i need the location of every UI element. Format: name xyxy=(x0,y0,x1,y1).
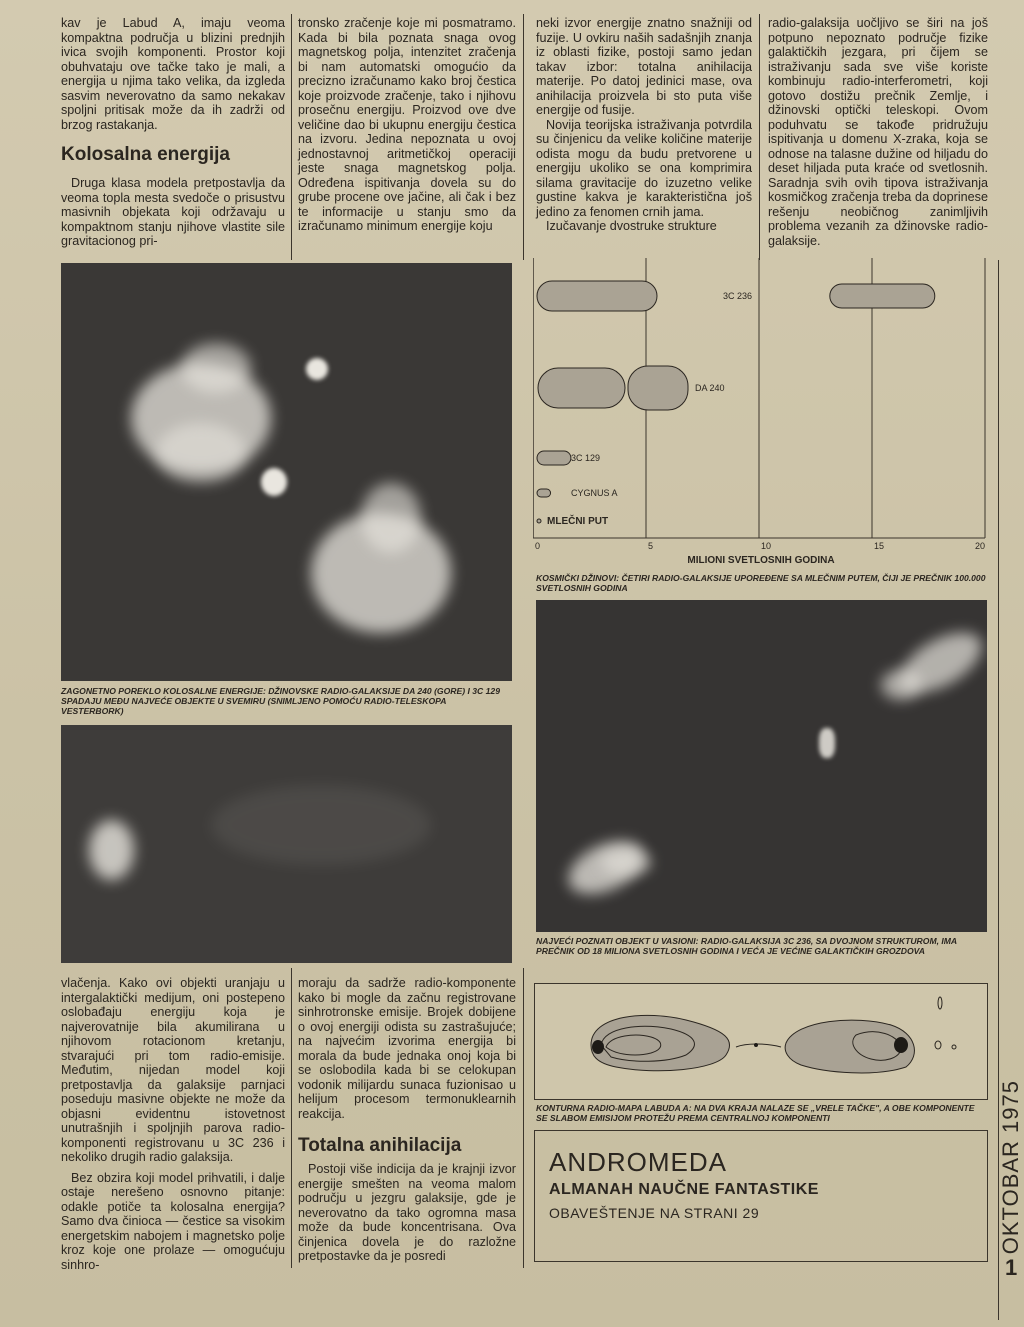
chart-object-label: CYGNUS A xyxy=(571,488,618,498)
column-rule xyxy=(523,14,524,260)
photo-right-caption: NAJVEĆI POZNATI OBJEKT U VASIONI: RADIO-GALAKSIJA 3C 236, SA DVOJNOM STRUKTUROM, IMA PREČNIK OD 18 MILIONA SVETLOSNIH GODINA I VEĆA JE VEĆINE GALAKTIČKIH GROZDOVA xyxy=(536,936,957,956)
text-column-2-bottom xyxy=(298,976,516,1121)
chart-object-shape xyxy=(628,366,688,410)
chart-object-label: DA 240 xyxy=(695,383,725,393)
ad-subtitle: ALMANAH NAUČNE FANTASTIKE xyxy=(549,1181,819,1198)
chart-object-shape xyxy=(830,284,935,308)
text-column-1-bottom xyxy=(61,976,285,1272)
chart-tick-label: 10 xyxy=(761,541,772,551)
paragraph: radio-galaksija uočljivo se širi na još potpuno nepoznato područje fizike galaktičkih jezgara, pri čijem se istraživanju sada sve više koriste kombinuju radio-interferometri, koji gotovo dostižu prečnik Zemlje, i džinovski optički teleskopi. Ovom poduhvatu se takođe pridružuju ispitivanja u domenu X-zraka, koja se odnose na talasne dužine od hiljadu do deset hiljada puta kraće od svetlosnih. Saradnja svih ovih tipova istraživanja kosmičkog zračenja treba da doprinese rešenju neobičnog zanimljivih problema vezanih za džinovske radio-galaksije. xyxy=(768,16,988,248)
chart-object-label: 3C 129 xyxy=(571,453,601,463)
text-column-3 xyxy=(536,16,752,234)
paragraph: kav je Labud A, imaju veoma kompaktna područja u blizini prednjih ivica svojih komponenti. Prostor koji obuhvataju ove tačke tako je mali, a energija u njima tako velika, da izgleda sasvim neverovatno da samo nekakav spoljni pritisak može da ih zadrži od brzog rastakanja. xyxy=(61,16,285,132)
andromeda-ad-box xyxy=(534,1130,988,1262)
column-rule xyxy=(291,968,292,1268)
column-rule xyxy=(291,14,292,260)
paragraph: Druga klasa modela pretpostavlja da veoma topla mesta svedoče o prisustvu masivnih objekata koji održavaju u kompaktnom stanju njihove vlastite sile gravitacionog pri- xyxy=(61,176,285,248)
radio-galaxy-photo-3c129 xyxy=(61,725,512,963)
chart-tick-label: 20 xyxy=(975,541,986,551)
chart-x-label: MILIONI SVETLOSNIH GODINA xyxy=(687,555,835,566)
page-number: 1 xyxy=(1005,1255,1018,1280)
paragraph: Postoji više indicija da je krajnji izvor energije smešten na veoma malom području u jezgru galaksije, gde je neverovatno da tako ogromna masa može da bude koncentrisana. Ova činjenica dovela je do razložne pretpostavke da je posredi xyxy=(298,1162,516,1263)
paragraph: Bez obzira koji model prihvatili, i dalje ostaje nerešeno osnovno pitanje: odakle potiče ta kolosalna energija? Samo dva činioca — čestice sa visokim energetskim nabojem i magnetsko polje kroz koje one prolaze — omogućuju sinhro- xyxy=(61,1170,285,1272)
section-heading: Totalna anihilacija xyxy=(298,1135,462,1156)
paragraph: Novija teorijska istraživanja potvrdila su činjenicu da velike količine materije odista mogu da budu pretvorene u energiju ukoliko se ona komprimira silama gravitacije do izuzetno velike gustine kakva je karakteristična još jedino za fenomen crnih jama. xyxy=(536,117,752,219)
text-column-4 xyxy=(768,16,988,248)
chart-tick-label: 15 xyxy=(874,541,885,551)
contour-caption: KONTURNA RADIO-MAPA LABUDA A: NA DVA KRAJA NALAZE SE „VRELE TAČKE", A OBE KOMPONENTE SE SLABOM EMISIJOM PROTEŽU PREMA CENTRALNOJ KOMPONENTI xyxy=(536,1103,975,1123)
chart-tick-label: 0 xyxy=(535,541,541,551)
ad-note: OBAVEŠTENJE NA STRANI 29 xyxy=(549,1205,760,1221)
ad-title: ANDROMEDA xyxy=(549,1147,728,1177)
chart-caption: KOSMIČKI DŽINOVI: ČETIRI RADIO-GALAKSIJE UPOREĐENE SA MLEČNIM PUTEM, ČIJI JE PREČNIK 100.000 SVETLOSNIH GODINA xyxy=(536,573,986,593)
column-rule xyxy=(523,968,524,1268)
paragraph: vlačenja. Kako ovi objekti uranjaju u intergalaktički medijum, oni postepeno oslobađaju energiju koja je najverovatnije bila akumilirana u njihovom rotacionom kretanju, stvarajući pri tom radio-emisije. Međutim, nijedan model koji pretpostavlja da galaksije parnjaci poseduju masivne objekte ne može da objasni evidentnu istovetnost unutrašnjih i spoljnjih parova radio-komponenti registrovanu u 3C 236 i nekoliko drugih radio galaksija. xyxy=(61,976,285,1164)
section-heading: Kolosalna energija xyxy=(61,144,230,165)
text-column-2-bottom-b xyxy=(298,1162,516,1264)
paragraph: Izučavanje dvostruke strukture xyxy=(546,219,717,233)
chart-object-shape xyxy=(537,451,571,465)
paragraph: tronsko zračenje koje mi posmatramo. Kada bi bila poznata snaga ovog magnetskog polja, intenzitet zračenja bi nam automatski omogućio da precizno izračunamo kako broj čestica koje proizvode zračenje, tako i njihovu prosečnu energiju. Proizvod ove dve veličine dao bi ukupnu energiju čestica na izvoru. Jedina nepoznata u ovoj jednostavnoj aritmetičkoj operaciji jeste snaga magnetskog polja. Određena ispitivanja dovela su do grube procene ove jačine, ali čak i bez te informacije u stanju smo da izračunamo minimum energije koju xyxy=(298,16,516,233)
chart-object-label: 3C 236 xyxy=(723,291,753,301)
chart-object-shape xyxy=(537,281,657,311)
size-comparison-chart xyxy=(533,258,991,568)
text-column-1b xyxy=(61,176,285,249)
chart-object-shape xyxy=(537,489,551,497)
chart-object-shape xyxy=(537,519,541,523)
text-column-1 xyxy=(61,16,285,132)
paragraph: neki izvor energije znatno snažniji od fuzije. U ovkiru naših sadašnjih znanja iz oblasti fizike, postoji samo jedan takav izbor: totalna anihilacija materije. Po datoj jedinici mase, ova anihilacija proizvela bi sto puta više energije od fusije. xyxy=(536,16,752,117)
chart-object-shape xyxy=(538,368,625,408)
radio-galaxy-photo-da240 xyxy=(61,263,512,681)
issue-date: OKTOBAR 1975 xyxy=(998,1080,1023,1255)
column-rule xyxy=(759,14,760,260)
photo-left-caption: ZAGONETNO POREKLO KOLOSALNE ENERGIJE: DŽINOVSKE RADIO-GALAKSIJE DA 240 (GORE) I 3C 129 SPADAJU MEĐU NAJVEĆE OBJEKTE U SVEMIRU (SNIMLJENO POMOĆU RADIO-TELESKOPA VESTERBORK) xyxy=(61,686,500,716)
paragraph: moraju da sadrže radio-komponente kako bi mogle da začnu registrovane sinhrotronske emisije. Brojek dobijene o ovoj energiji odista su zastrašujuće; na najvećim izvorima energija bi morala da bude jednaka onoj koja bi se oslobodila kada bi se celokupan vodonik milijardu sunaca fuzionisao u helijum procesom termonuklearnih reakcija. xyxy=(298,976,516,1121)
chart-object-label: MLEČNI PUT xyxy=(547,516,609,527)
cygnus-a-contour-map xyxy=(536,985,986,1098)
radio-galaxy-photo-3c236 xyxy=(536,600,987,932)
chart-tick-label: 5 xyxy=(648,541,654,551)
text-column-2 xyxy=(298,16,516,234)
